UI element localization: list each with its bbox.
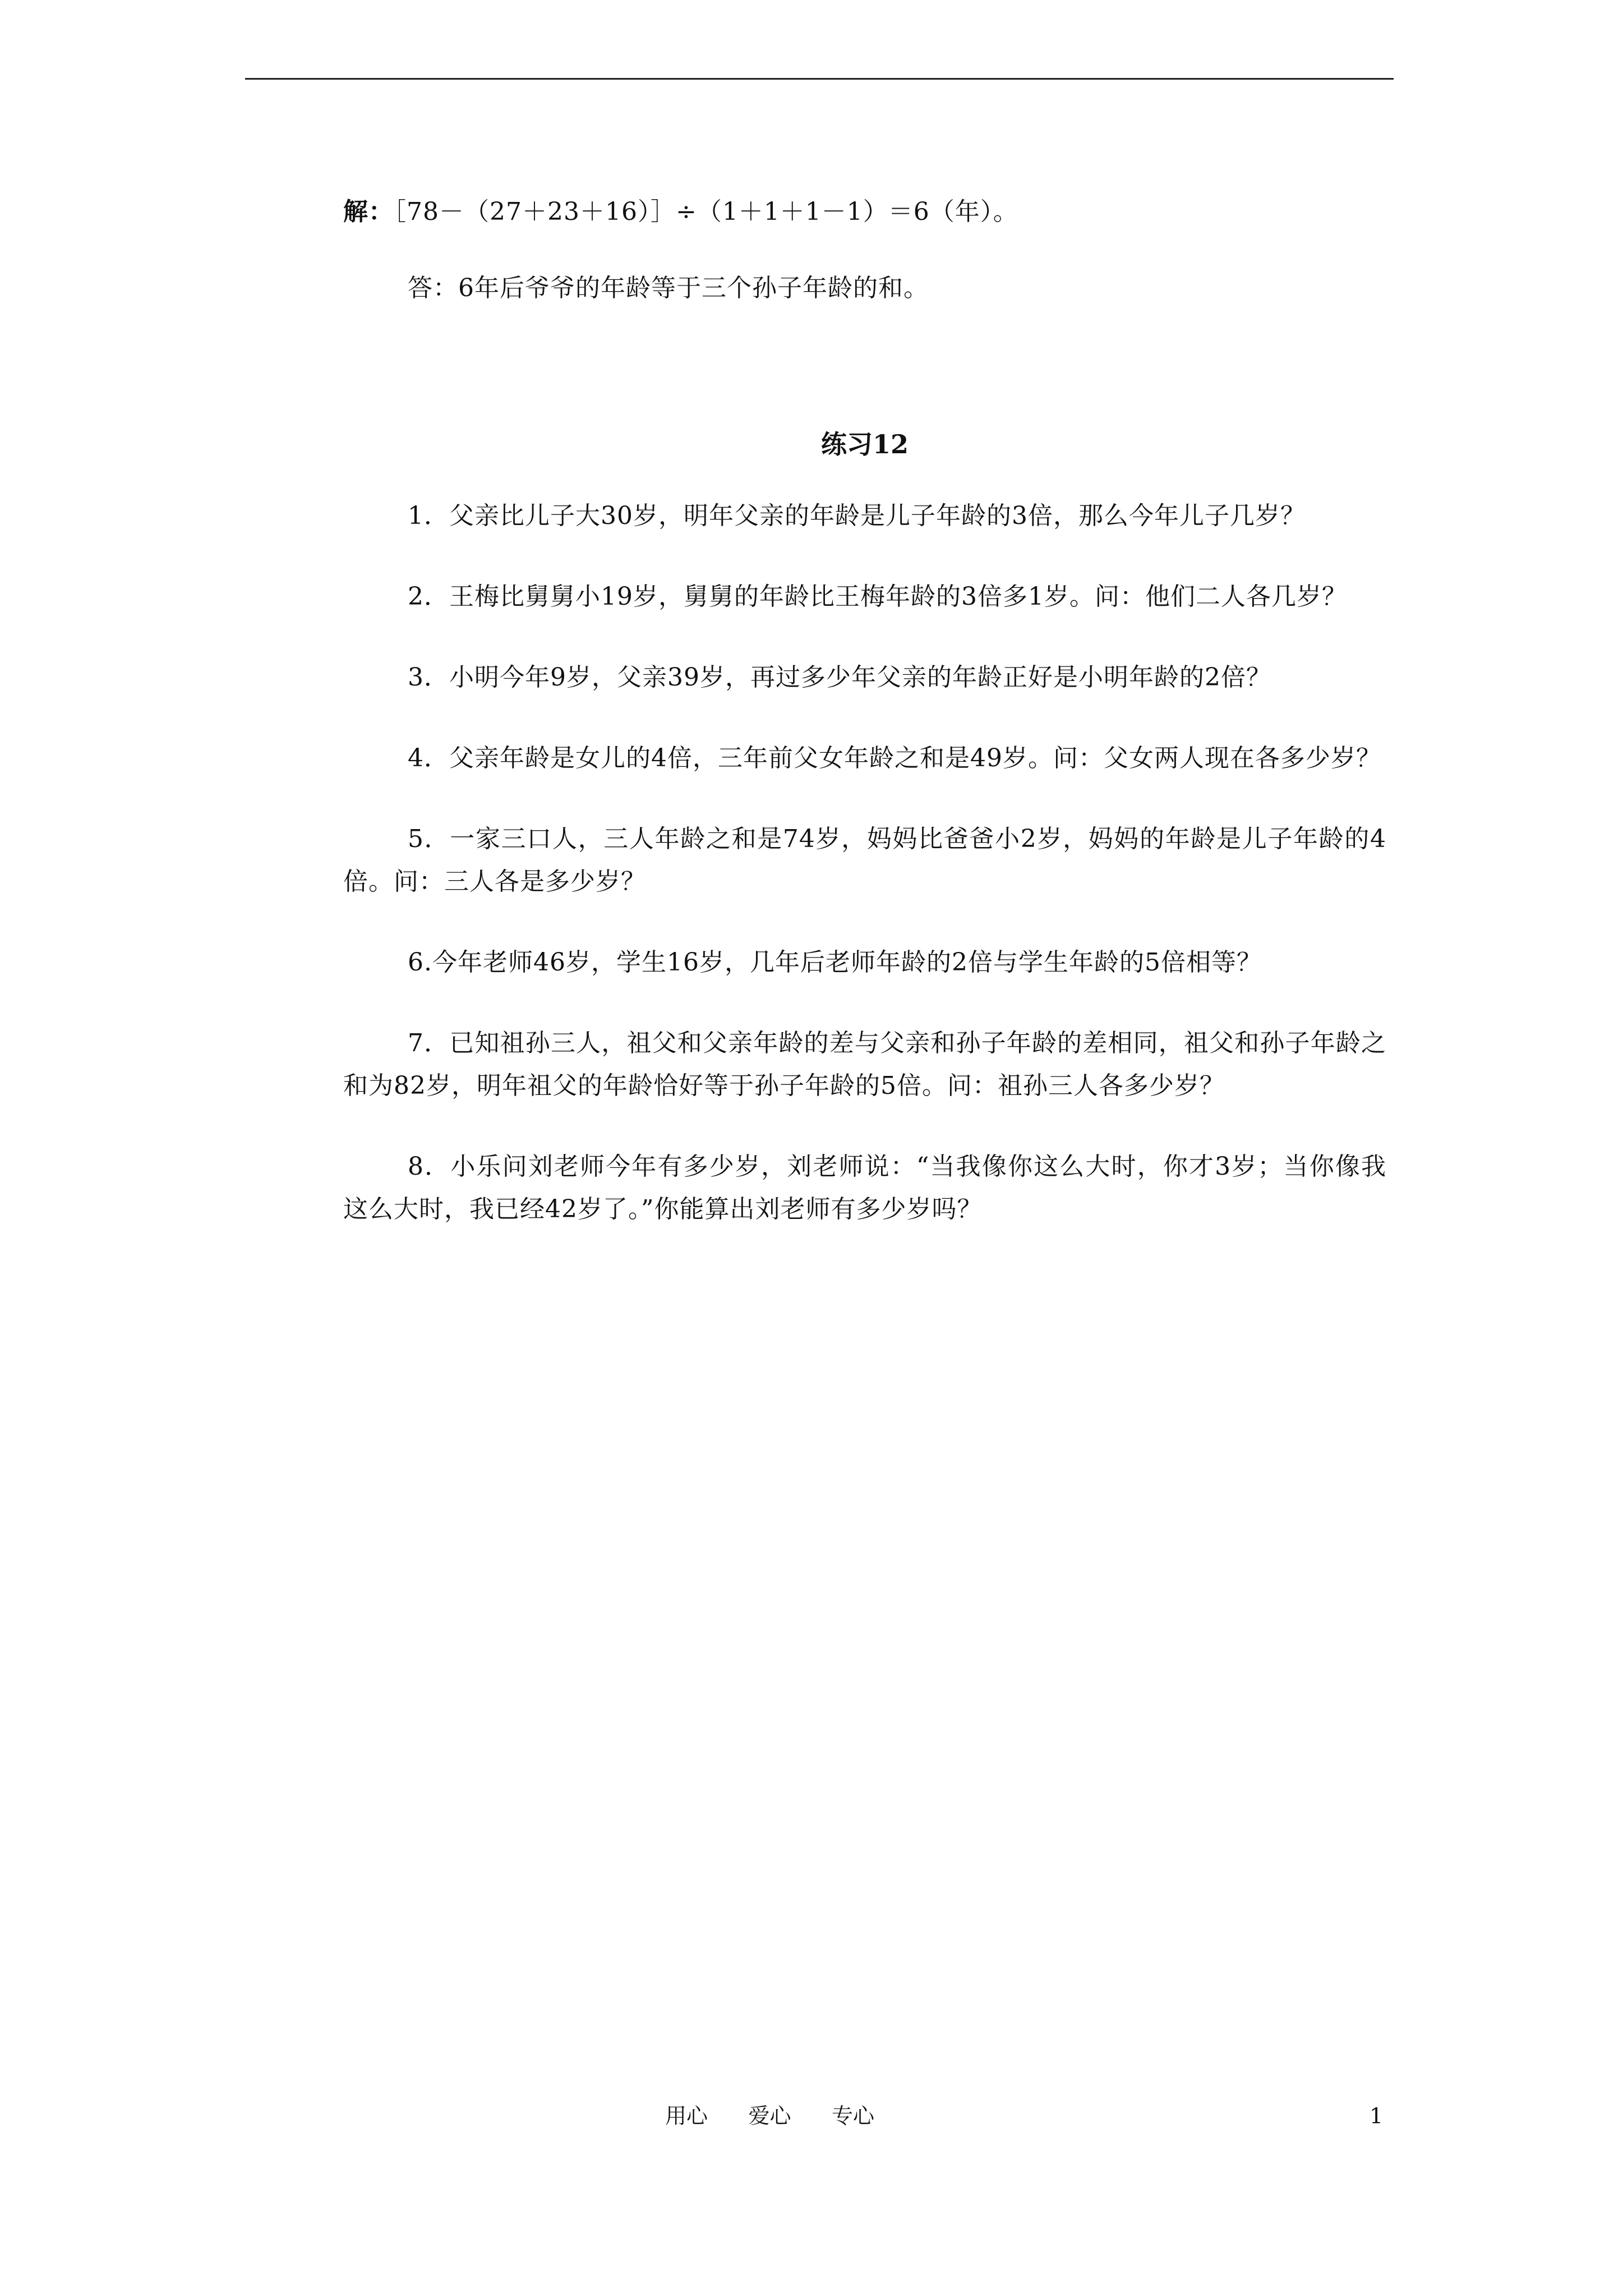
answer-line: 答：6年后爷爷的年龄等于三个孙子年龄的和。	[408, 274, 929, 302]
problem-item: 7．已知祖孙三人，祖父和父亲年龄的差与父亲和孙子年龄的差相同，祖父和孙子年龄之和为82岁，明年祖父的年龄恰好等于孙子年龄的5倍。问：祖孙三人各多少岁？	[343, 1029, 1386, 1100]
problem-item: 3．小明今年9岁，父亲39岁，再过多少年父亲的年龄正好是小明年龄的2倍？	[408, 663, 1271, 692]
solution-label: 解：	[343, 197, 394, 226]
problem-item: 1．父亲比儿子大30岁，明年父亲的年龄是儿子年龄的3倍，那么今年儿子几岁？	[408, 501, 1306, 530]
solution-expression: ［78－（27＋23＋16）］÷（1＋1＋1－1）＝6（年）。	[394, 197, 1018, 226]
header-rule	[245, 78, 1394, 80]
page-content	[343, 191, 1386, 1269]
exercise-title: 练习12	[820, 429, 909, 459]
problem-item: 8．小乐问刘老师今年有多少岁，刘老师说：“当我像你这么大时，你才3岁；当你像我这么大时，我已经42岁了。”你能算出刘老师有多少岁吗？	[343, 1152, 1386, 1223]
problem-item: 2．王梅比舅舅小19岁，舅舅的年龄比王梅年龄的3倍多1岁。问：他们二人各几岁？	[408, 582, 1347, 611]
problem-item: 6.今年老师46岁，学生16岁，几年后老师年龄的2倍与学生年龄的5倍相等？	[408, 948, 1262, 977]
problem-item: 4．父亲年龄是女儿的4倍，三年前父女年龄之和是49岁。问：父女两人现在各多少岁？	[408, 744, 1381, 772]
solution-line	[343, 191, 1386, 233]
page-number: 1	[1370, 2104, 1384, 2128]
footer-motto: 用心 爱心 专心	[665, 2104, 874, 2128]
problem-item: 5．一家三口人，三人年龄之和是74岁，妈妈比爸爸小2岁，妈妈的年龄是儿子年龄的4倍。问：三人各是多少岁？	[343, 825, 1386, 896]
